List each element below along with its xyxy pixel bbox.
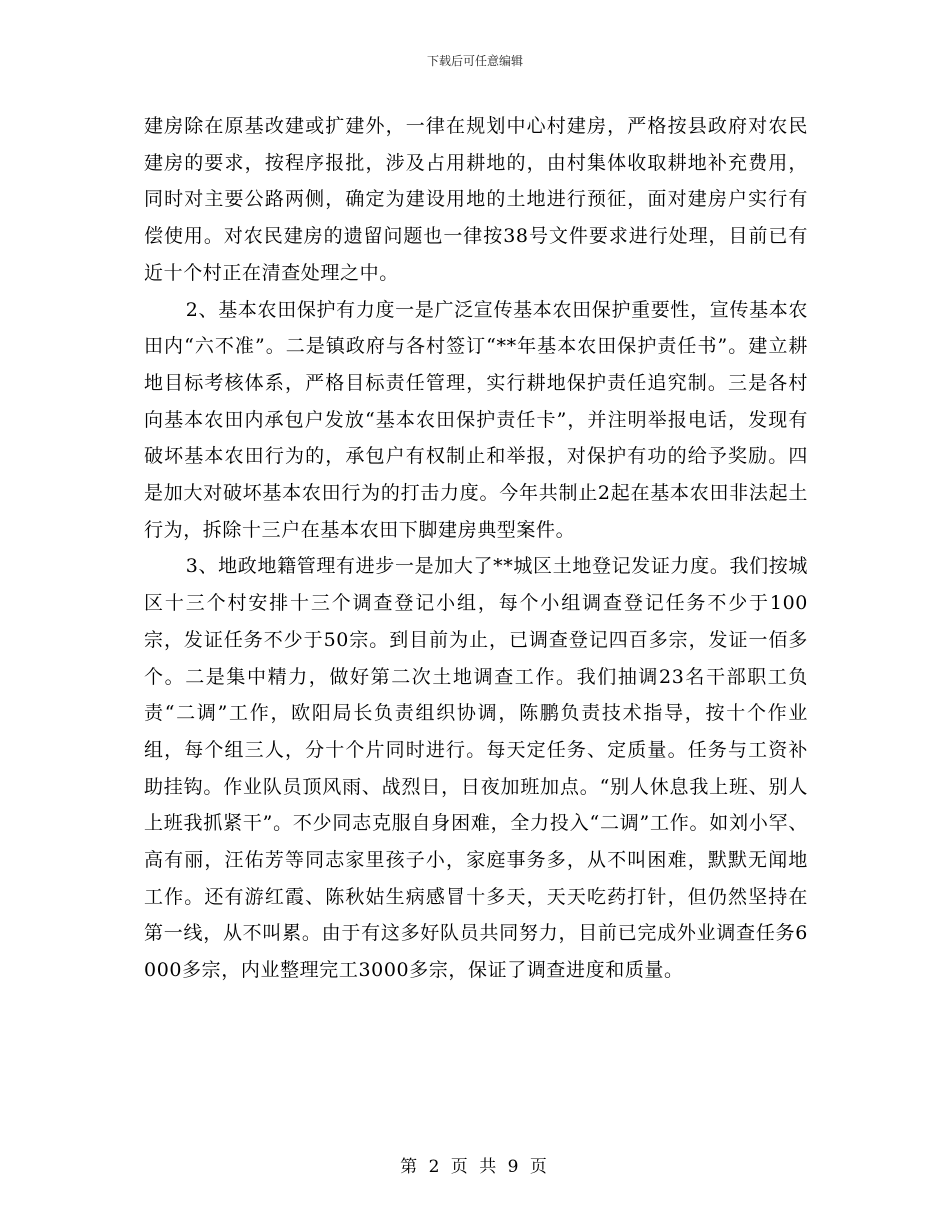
paragraph-land-registry: 3、地政地籍管理有进步一是加大了**城区土地登记发证力度。我们按城区十三个村安排十三个调查登记小组，每个小组调查登记任务不少于100宗，发证任务不少于50宗。到目前为止，已调查登记四百多宗，发证一佰多个。二是集中精力，做好第二次土地调查工作。我们抽调23名干部职工负责“二调”工作，欧阳局长负责组织协调，陈鹏负责技术指导，按十个作业组，每个组三人，分十个片同时进行。每天定任务、定质量。任务与工资补助挂钩。作业队员顶风雨、战烈日，日夜加班加点。“别人休息我上班、别人上班我抓紧干”。不少同志克服自身困难，全力投入“二调”工作。如刘小罕、高有丽，汪佑芳等同志家里孩子小，家庭事务多，从不叫困难，默默无闻地工作。还有游红霞、陈秋姑生病感冒十多天，天天吃药打针，但仍然坚持在第一线，从不叫累。由于有这多好队员共同努力，目前已完成外业调查任务6000多宗，内业整理完工3000多宗，保证了调查进度和质量。 <box>144 555 808 982</box>
paragraph-continuation: 建房除在原基改建或扩建外，一律在规划中心村建房，严格按县政府对农民建房的要求，按程序报批，涉及占用耕地的，由村集体收取耕地补充费用，同时对主要公路两侧，确定为建设用地的土地进行预征，面对建房户实行有偿使用。对农民建房的遗留问题也一律按38号文件要求进行处理，目前已有近十个村正在清查处理之中。 <box>144 115 808 284</box>
document-body <box>144 108 808 989</box>
page-header: 下载后可任意编辑 <box>426 54 523 68</box>
paragraph-farmland-protection: 2、基本农田保护有力度一是广泛宣传基本农田保护重要性，宣传基本农田内“六不准”。二是镇政府与各村签订“**年基本农田保护责任书”。建立耕地目标考核体系，严格目标责任管理，实行耕地保护责任追究制。三是各村向基本农田内承包户发放“基本农田保护责任卡”，并注明举报电话，发现有破坏基本农田行为的，承包户有权制止和举报，对保护有功的给予奖励。四是加大对破坏基本农田行为的打击力度。今年共制止2起在基本农田非法起土行为，拆除十三户在基本农田下脚建房典型案件。 <box>144 298 808 541</box>
page-footer: 第 2 页 共 9 页 <box>400 1157 550 1177</box>
